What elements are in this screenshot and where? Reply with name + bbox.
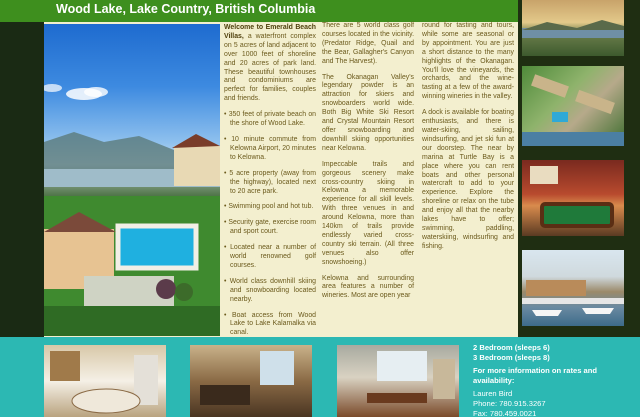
- paragraph: Impeccable trails and gorgeous scenery make cross-country skiing in Kelowna a memorable experience for all skill levels. With three venues in and around Kelowna, more than 140km of trails provide endlessly varied cross-country ski terrain. (All three venues also offer snowshoeing.): [322, 160, 414, 266]
- bullet-item: • Boat access from Wood Lake to Lake Kalamalka via canal.: [224, 311, 317, 337]
- resort-pool-lake-photo: [44, 24, 220, 336]
- paragraph: Kelowna and surrounding area features a number of wineries. Most are open year: [322, 274, 414, 300]
- bullet-text: Security gate, exercise room and sport court.: [228, 219, 316, 236]
- kitchen-photo: [44, 345, 166, 417]
- photo-illustration: [522, 0, 624, 56]
- paragraph: round for tasting and tours, while some are seasonal or by appointment. You are just a short distance to the many highlights of the Okanagan. You'll love the vineyards, the orchards, and the wine-tasting at a few of the award-winning wineries in the valley.: [422, 22, 514, 101]
- intro-text: a waterfront complex on 5 acres of land adjacent to over 1000 feet of shoreline and 20 acres of park land. These beautiful townhouses and condominiums are perfect for families, couples and friends.: [224, 32, 316, 103]
- bullet-text: 10 minute commute from Kelowna Airport, 20 minutes to Kelowna.: [230, 135, 317, 161]
- photo-illustration: [44, 24, 220, 336]
- photo-illustration: [522, 66, 624, 146]
- billiards-room-photo: [522, 160, 624, 236]
- paragraph: A dock is available for boating enthusiasts, and there is water-skiing, sailing, windsurfing, and jet ski fun at our doorstep. The near by marina at Turtle Bay is a place where you can rent boats and other personal watercraft to add to your experience. Explore the shoreline or relax on the tube and enjoy all that the nearby lakes have to offer; swimming, paddling, waterskiing, windsurfing and fishing.: [422, 109, 514, 250]
- contact-details: [473, 389, 635, 417]
- bullet-item: • Located near a number of world renowned golf courses.: [224, 244, 316, 269]
- bullet-item: • Swimming pool and hot tub.: [224, 203, 314, 211]
- marina-dock-photo: [522, 250, 624, 326]
- contact-phone: Phone: 780.915.3267: [473, 398, 546, 408]
- bullet-item: • 350 feet of private beach on the shore of Wood Lake.: [224, 111, 316, 128]
- text-column-3: [422, 22, 514, 259]
- bullet-item: • Security gate, exercise room and sport court.: [224, 219, 316, 236]
- bullet-item: • 5 acre property (away from the highway), located next to 20 acre park.: [224, 169, 317, 195]
- paragraph: There are 5 world class golf courses located in the vicinity. (Predator Ridge, Quail and the Bear, Gallagher's Canyon and The Harvest).: [322, 22, 414, 65]
- bullet-text: World class downhill skiing and snowboarding located nearby.: [229, 277, 317, 303]
- paragraph: The Okanagan Valley's legendary powder is an attraction for skiers and snowboarders world wide. Both Big White Ski Resort and Crystal Mountain Resort offer snowboarding and downhill skiing opportunities near Kelowna.: [322, 73, 414, 152]
- contact-fax: Fax: 780.459.0021: [473, 408, 537, 417]
- bullet-item: • 10 minute commute from Kelowna Airport, 20 minutes to Kelowna.: [224, 135, 317, 161]
- dining-room-photo: [337, 345, 459, 417]
- bullet-text: Swimming pool and hot tub.: [228, 203, 314, 211]
- bullet-text: Located near a number of world renowned golf courses.: [230, 244, 316, 269]
- photo-illustration: [522, 250, 624, 326]
- contact-info: [473, 343, 635, 417]
- photo-illustration: [522, 160, 624, 236]
- bullet-item: • World class downhill skiing and snowboarding located nearby.: [224, 277, 317, 303]
- unit-type: 3 Bedroom (sleeps 8): [473, 352, 550, 362]
- aerial-complex-photo: [522, 66, 624, 146]
- living-room-photo: [190, 345, 312, 417]
- lake-sunset-photo: [522, 0, 624, 56]
- photo-illustration: [44, 345, 166, 417]
- bullet-text: 350 feet of private beach on the shore of Wood Lake.: [228, 111, 316, 128]
- text-column-1: [224, 24, 316, 345]
- info-heading: For more information on rates and availability:: [473, 366, 598, 385]
- contact-name: Lauren Bird: [473, 389, 513, 399]
- bullet-text: 5 acre property (away from the highway), located next to 20 acre park.: [229, 169, 317, 195]
- location-subtitle: Wood Lake, Lake Country, British Columbia: [56, 2, 316, 16]
- photo-illustration: [337, 345, 459, 417]
- unit-type: 2 Bedroom (sleeps 6): [473, 343, 550, 352]
- photo-illustration: [190, 345, 312, 417]
- bullet-text: Boat access from Wood Lake to Lake Kalamalka via canal.: [230, 311, 317, 337]
- intro-name: Welcome to Emerald Beach Villas,: [224, 24, 316, 40]
- text-column-2: [322, 22, 414, 308]
- unit-types: [473, 343, 635, 362]
